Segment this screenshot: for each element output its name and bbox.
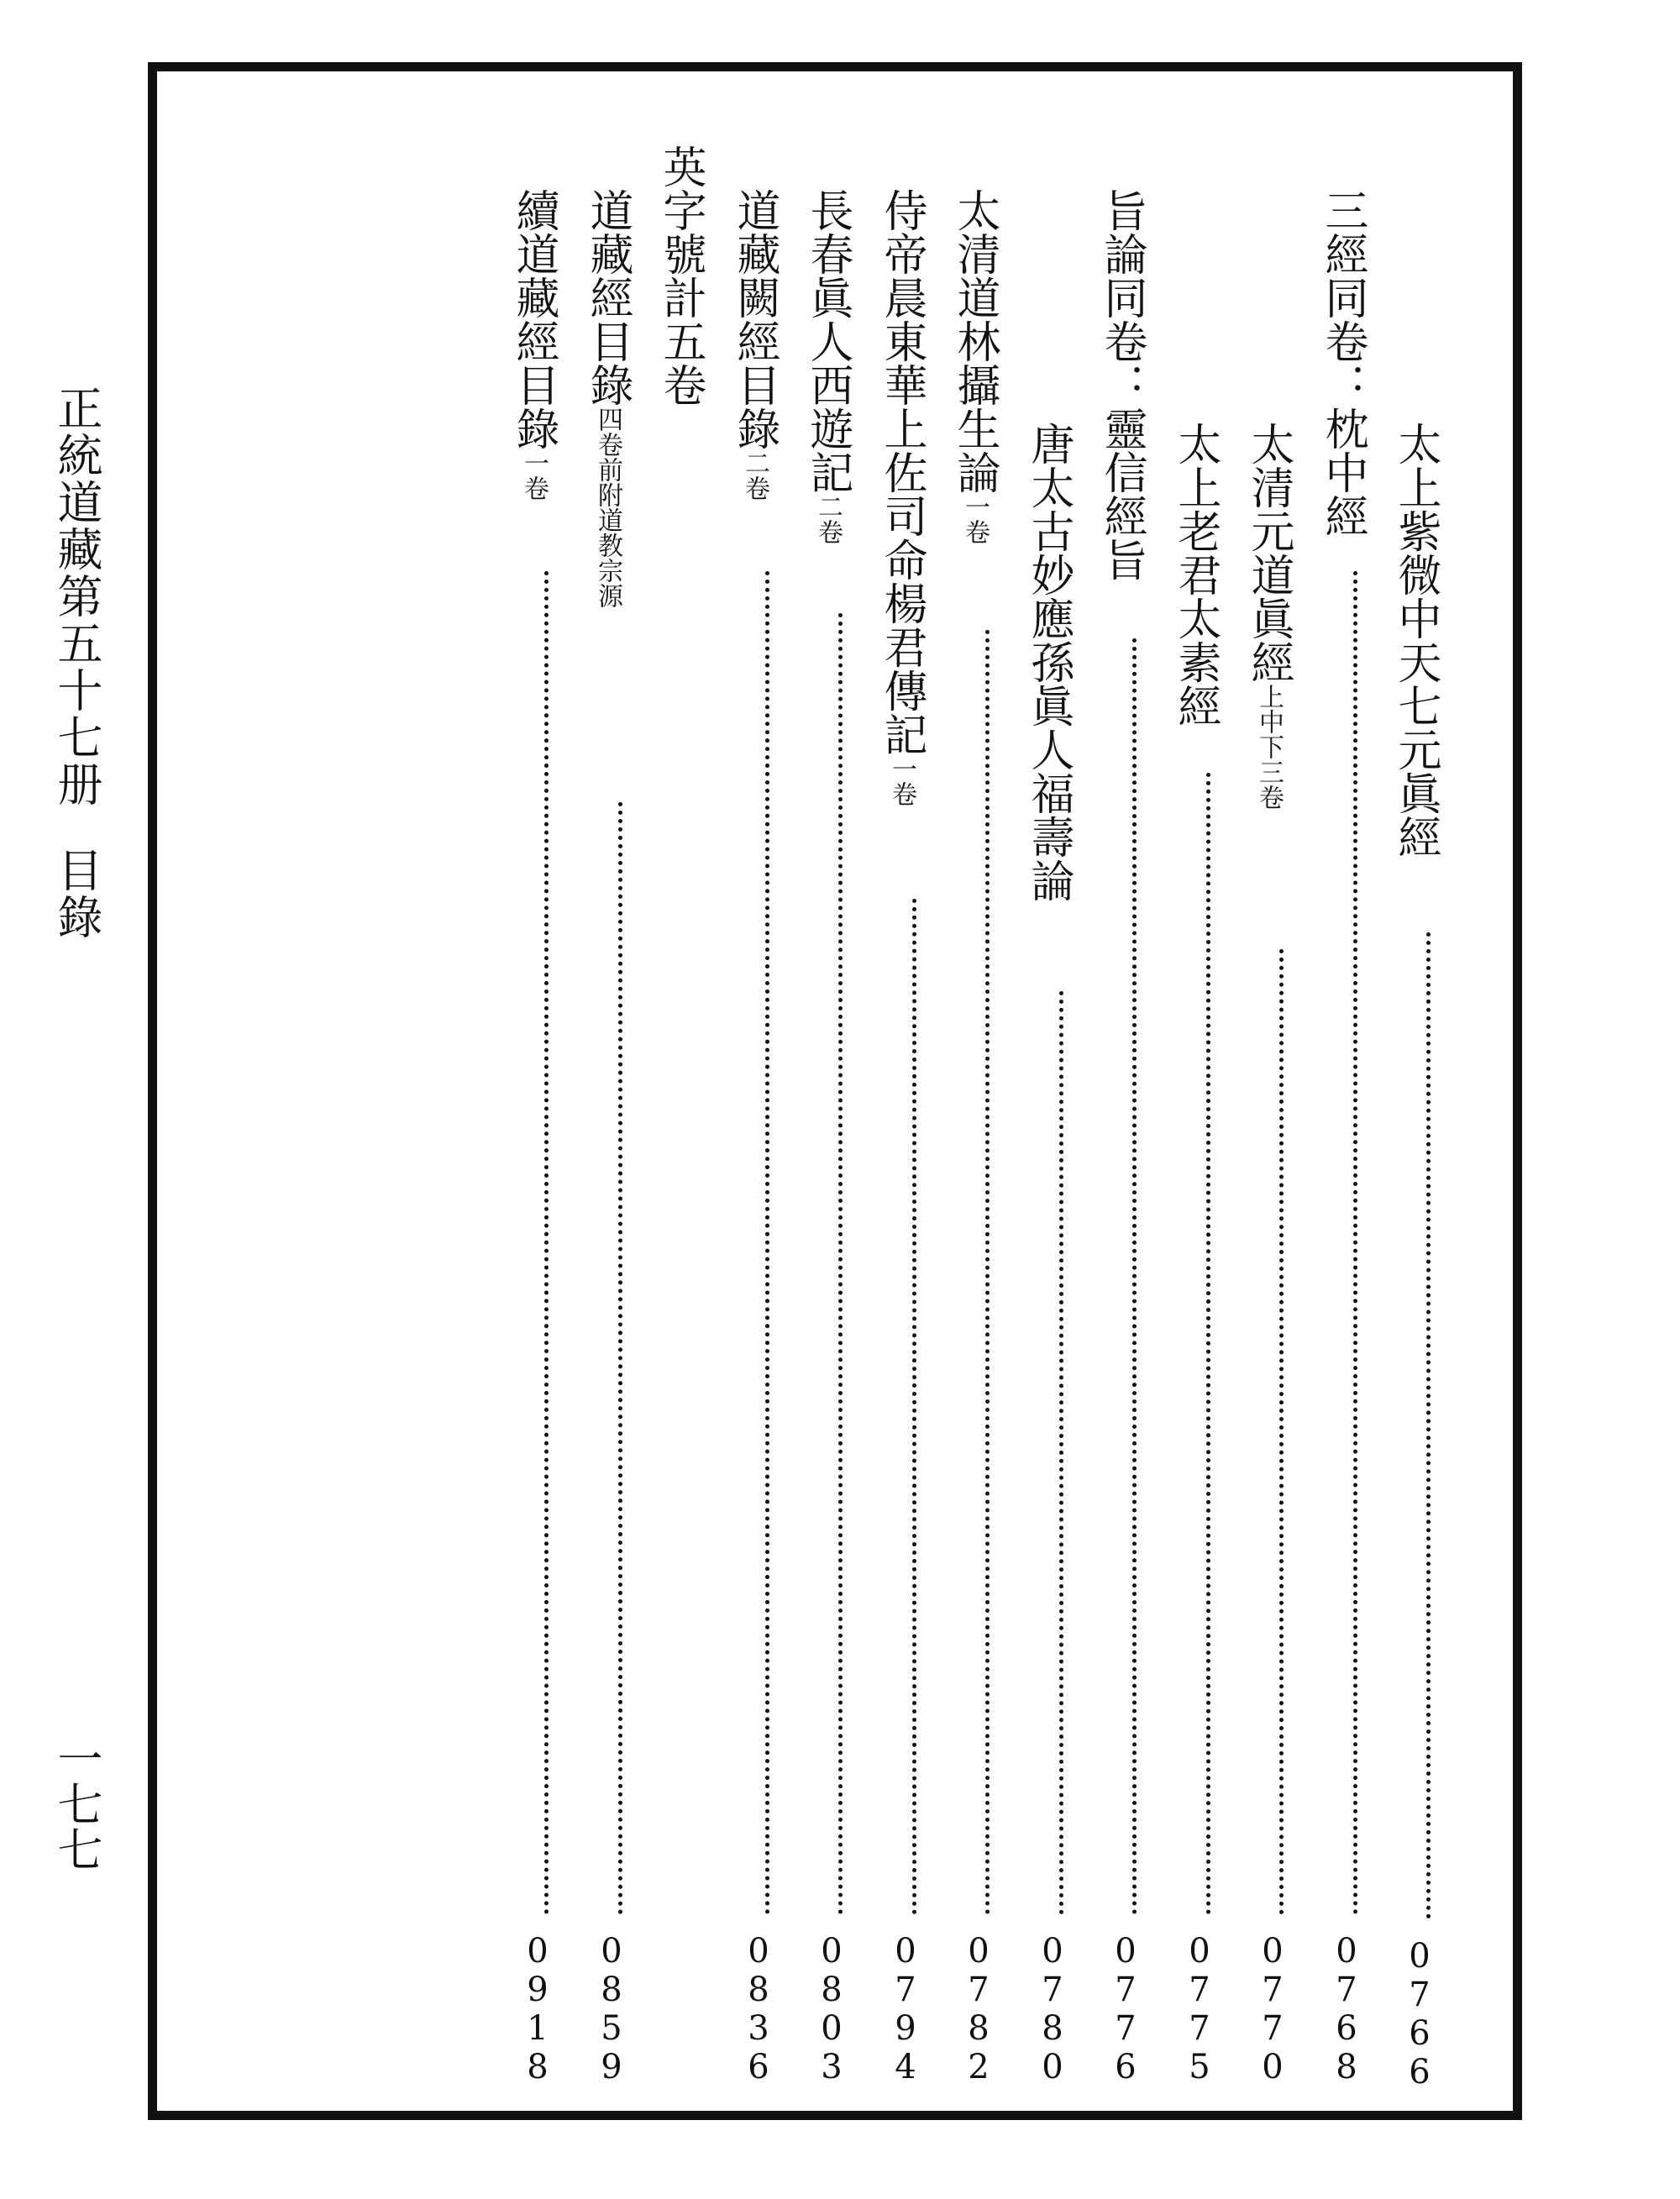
toc-entry[interactable] bbox=[1170, 422, 1221, 727]
section-label: 目錄 bbox=[50, 847, 103, 941]
toc-entry[interactable] bbox=[582, 188, 633, 608]
toc-note: 二卷 bbox=[813, 494, 843, 544]
dot-leader bbox=[765, 571, 778, 1915]
toc-entry[interactable] bbox=[729, 188, 780, 501]
toc-page-ref: 0918 bbox=[518, 1932, 557, 2086]
dot-leader bbox=[1279, 949, 1292, 1915]
dot-leader bbox=[1132, 638, 1145, 1915]
toc-title: 太清道林攝生論 bbox=[949, 188, 1000, 494]
toc-title: 道藏闕經目錄 bbox=[729, 188, 780, 450]
toc-note: 上中下三卷 bbox=[1254, 684, 1284, 810]
toc-page-ref: 0775 bbox=[1180, 1932, 1219, 2086]
toc-entry[interactable] bbox=[1390, 422, 1441, 858]
toc-entry[interactable] bbox=[508, 188, 559, 501]
toc-note: 一卷 bbox=[887, 756, 916, 806]
toc-title: 道藏經目錄 bbox=[582, 188, 633, 407]
toc-page-ref: 0766 bbox=[1400, 1937, 1439, 2091]
toc-title: 侍帝晨東華上佐司命楊君傳記 bbox=[876, 188, 927, 756]
toc-note: 四卷前附道教宗源 bbox=[593, 407, 622, 608]
toc-page-ref: 0776 bbox=[1106, 1932, 1145, 2086]
toc-entry[interactable] bbox=[802, 188, 853, 544]
dot-leader bbox=[618, 802, 631, 1915]
toc-note: 一卷 bbox=[519, 450, 549, 501]
dot-leader bbox=[838, 613, 851, 1915]
toc-entry[interactable] bbox=[949, 188, 1000, 544]
toc-entry[interactable] bbox=[1243, 422, 1294, 810]
toc-page-ref: 0836 bbox=[739, 1932, 778, 2086]
toc-page-ref: 0780 bbox=[1033, 1932, 1072, 2086]
toc-title: 長春眞人西遊記 bbox=[802, 188, 853, 494]
toc-title: 太上紫微中天七元眞經 bbox=[1390, 422, 1441, 858]
dot-leader bbox=[1059, 991, 1072, 1915]
toc-page-ref: 0794 bbox=[886, 1932, 925, 2086]
toc-entry[interactable] bbox=[876, 188, 927, 806]
volume-title bbox=[52, 385, 102, 941]
toc-entry[interactable] bbox=[1023, 422, 1074, 902]
toc-title: 續道藏經目錄 bbox=[508, 188, 559, 450]
toc-entry[interactable] bbox=[1096, 188, 1147, 581]
toc-title: 太清元道眞經 bbox=[1243, 422, 1294, 684]
toc-section-heading bbox=[655, 144, 706, 407]
toc-title: 唐太古妙應孫眞人福壽論 bbox=[1023, 422, 1074, 902]
dot-leader bbox=[1353, 571, 1366, 1915]
dot-leader bbox=[1206, 773, 1219, 1915]
toc-title: 旨論同卷：靈信經旨 bbox=[1096, 188, 1147, 581]
toc-page-ref: 0768 bbox=[1327, 1932, 1366, 2086]
dot-leader bbox=[544, 571, 557, 1915]
dot-leader bbox=[1426, 932, 1439, 1919]
toc-title: 三經同卷：枕中經 bbox=[1317, 188, 1368, 538]
volume-title-text: 正統道藏第五十七册 bbox=[50, 385, 103, 808]
dot-leader bbox=[912, 899, 925, 1915]
toc-note: 二卷 bbox=[740, 450, 769, 501]
toc-page-ref: 0859 bbox=[592, 1932, 631, 2086]
toc-note: 一卷 bbox=[960, 494, 990, 544]
toc-title: 太上老君太素經 bbox=[1170, 422, 1221, 727]
toc-page-ref: 0770 bbox=[1253, 1932, 1292, 2086]
toc-title: 英字號計五卷 bbox=[655, 144, 706, 407]
toc-entry[interactable] bbox=[1317, 188, 1368, 538]
dot-leader bbox=[985, 630, 998, 1915]
toc-page-ref: 0803 bbox=[812, 1932, 851, 2086]
page-number: 一七七 bbox=[50, 1735, 103, 1871]
toc-page-ref: 0782 bbox=[959, 1932, 998, 2086]
